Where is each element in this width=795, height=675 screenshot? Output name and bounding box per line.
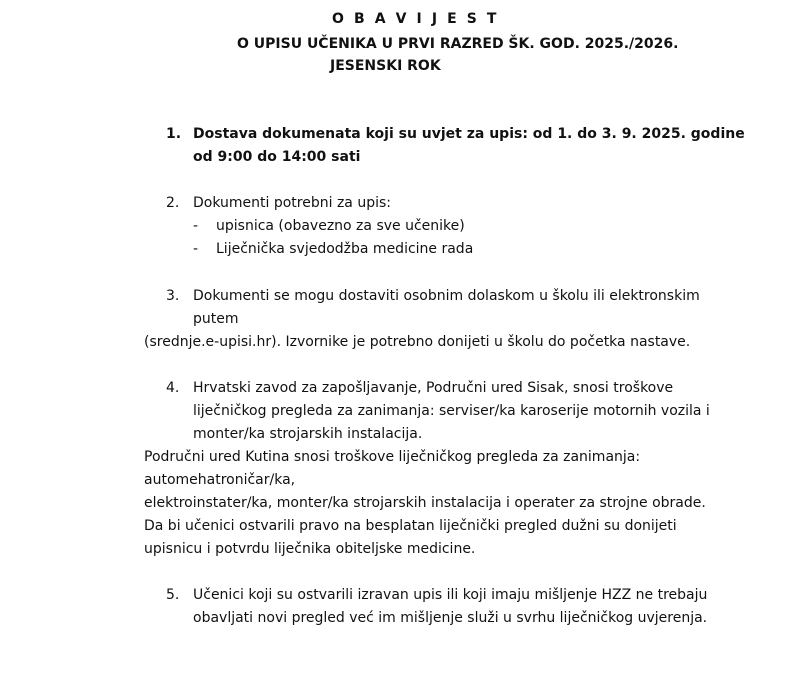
paragraph-line: elektroinstater/ka, monter/ka strojarskih instalacija i operater za strojne obrade. [144, 495, 706, 511]
list-item-number: 3. [166, 288, 180, 304]
bullet-marker: - [193, 241, 199, 257]
paragraph-line: upisnicu i potvrdu liječnika obiteljske medicine. [144, 541, 476, 557]
list-item-text: Učenici koji su ostvarili izravan upis ili koji imaju mišljenje HZZ ne trebaju [193, 587, 708, 603]
list-item-text: liječničkog pregleda za zanimanja: serviser/ka karoserije motornih vozila i [193, 403, 710, 419]
document-subtitle: O UPISU UČENIKA U PRVI RAZRED ŠK. GOD. 2025./2026. [237, 36, 679, 52]
list-item-text: obavljati novi pregled već im mišljenje služi u svrhu liječničkog uvjerenja. [193, 610, 708, 626]
paragraph-line: automehatroničar/ka, [144, 472, 296, 488]
document-title: O B A V I J E S T [332, 11, 500, 27]
bullet-text: upisnica (obavezno za sve učenike) [216, 218, 465, 234]
list-item-text: Dokumenti se mogu dostaviti osobnim dolaskom u školu ili elektronskim [193, 288, 700, 304]
paragraph-line: Da bi učenici ostvarili pravo na besplatan liječnički pregled dužni su donijeti [144, 518, 677, 534]
list-item-number: 1. [166, 126, 182, 142]
list-item-number: 5. [166, 587, 180, 603]
list-item-text: Dokumenti potrebni za upis: [193, 195, 391, 211]
list-item-number: 2. [166, 195, 180, 211]
paragraph-line: (srednje.e-upisi.hr). Izvornike je potrebno donijeti u školu do početka nastave. [144, 334, 691, 350]
paragraph-line: Područni ured Kutina snosi troškove liječničkog pregleda za zanimanja: [144, 449, 641, 465]
list-item-text: monter/ka strojarskih instalacija. [193, 426, 423, 442]
list-item-text: od 9:00 do 14:00 sati [193, 149, 361, 165]
list-item-text: Dostava dokumenata koji su uvjet za upis: od 1. do 3. 9. 2025. godine [193, 126, 745, 142]
bullet-text: Liječnička svjedodžba medicine rada [216, 241, 474, 257]
list-item-number: 4. [166, 380, 180, 396]
bullet-marker: - [193, 218, 199, 234]
document-term: JESENSKI ROK [330, 58, 441, 74]
list-item-text: putem [193, 311, 239, 327]
list-item-text: Hrvatski zavod za zapošljavanje, Područni ured Sisak, snosi troškove [193, 380, 674, 396]
